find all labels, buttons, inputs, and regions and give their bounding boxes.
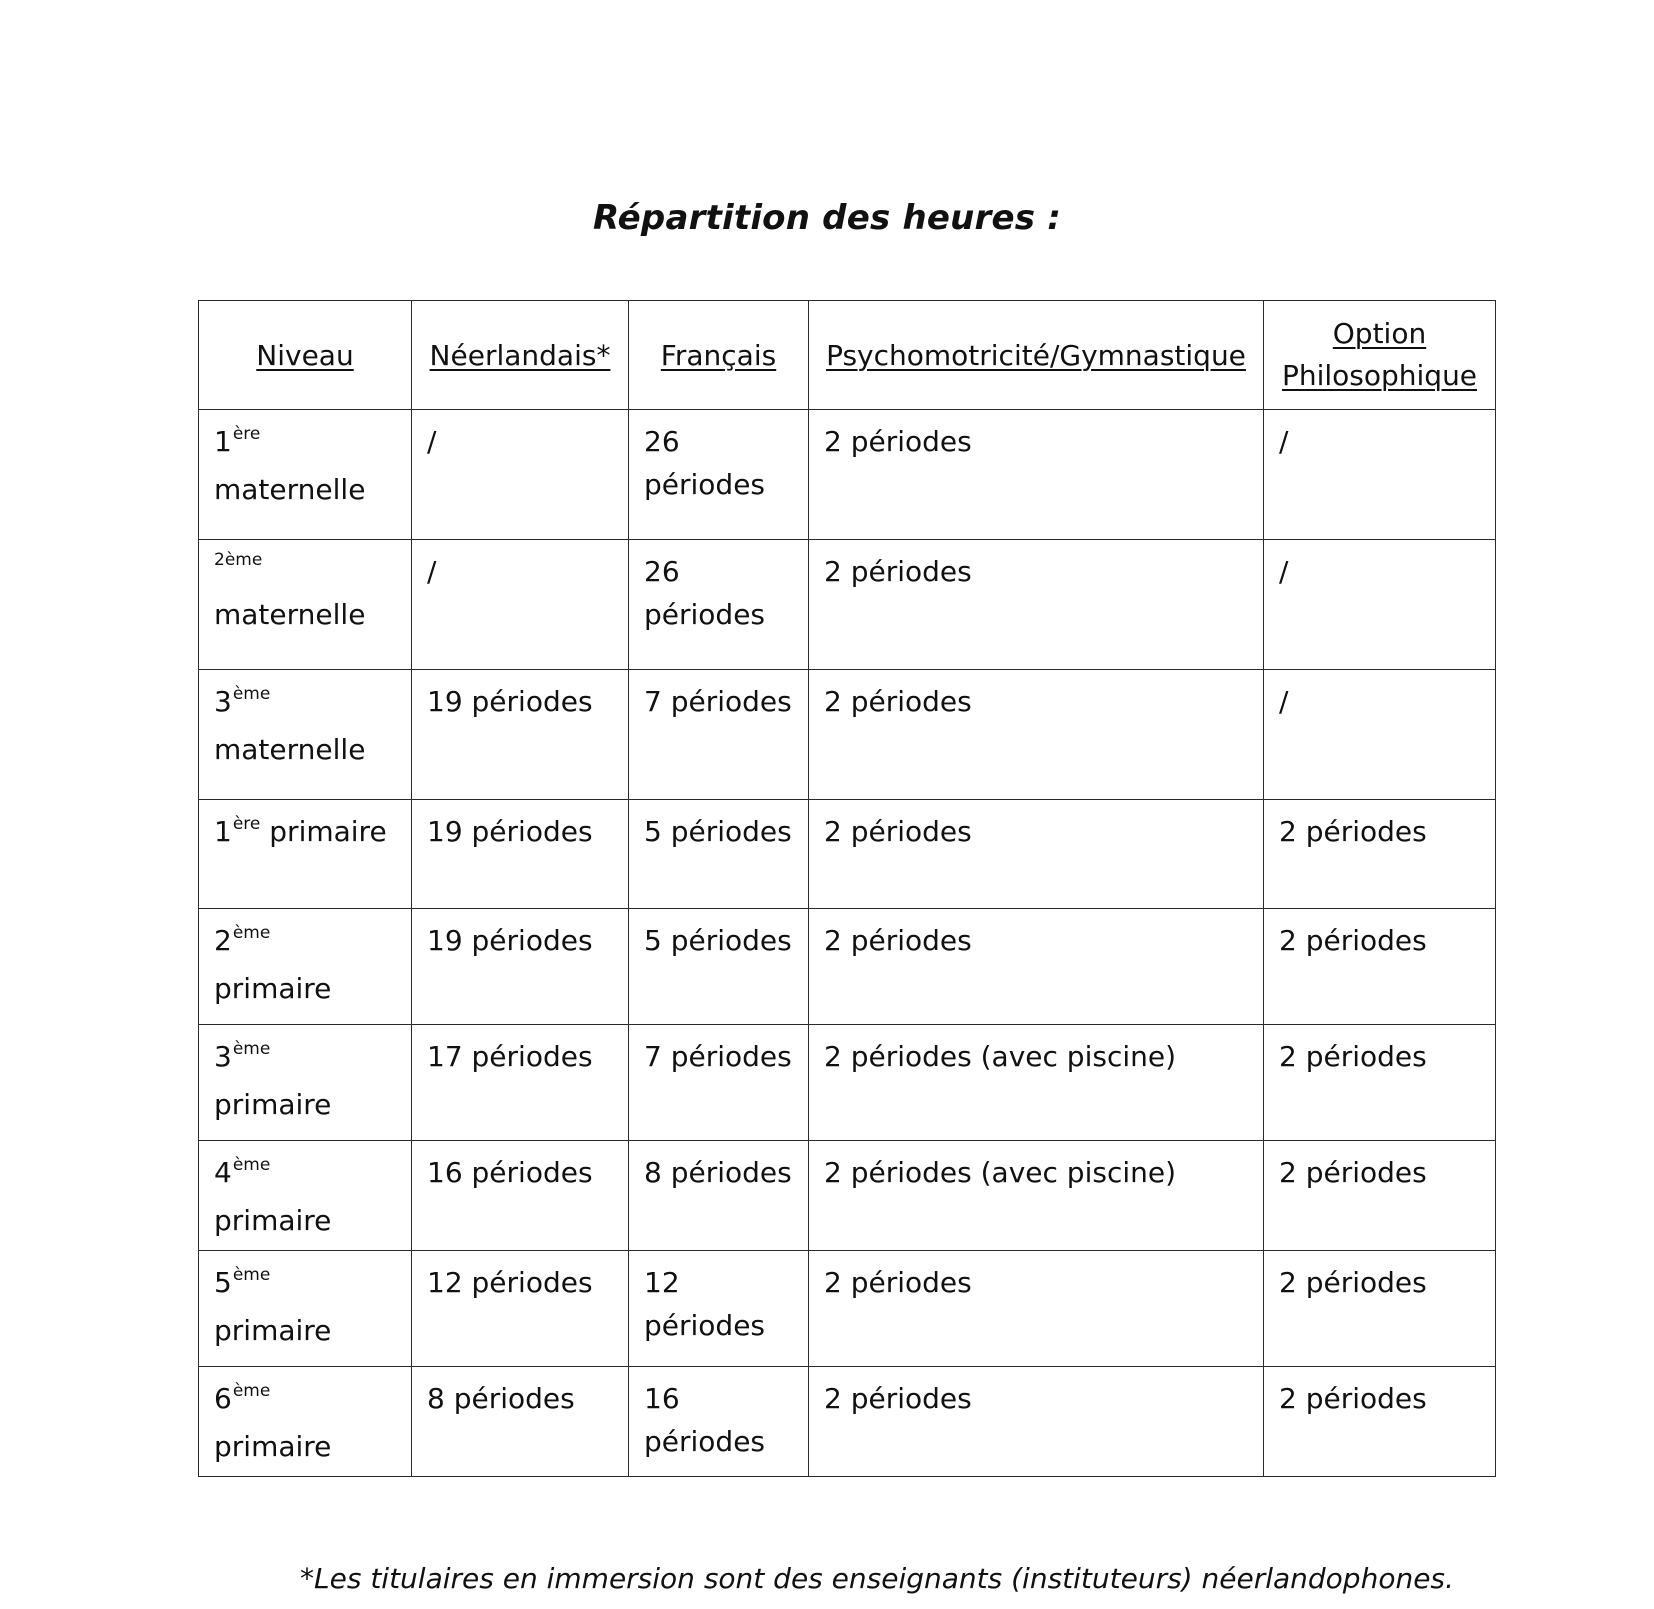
level-number: 3: [214, 685, 232, 718]
cell-neerlandais: 8 périodes: [412, 1367, 629, 1477]
cell-neerlandais: /: [412, 540, 629, 670]
level-name: primaire: [269, 815, 387, 848]
cell-francais: 16 périodes: [629, 1367, 809, 1477]
cell-neerlandais: 19 périodes: [412, 909, 629, 1025]
table-row: [199, 410, 1496, 540]
level-number: 3: [214, 1040, 232, 1073]
level-name: primaire: [214, 1088, 332, 1121]
level-number: 5: [214, 1266, 232, 1299]
cell-psychomotricite: 2 périodes: [809, 909, 1264, 1025]
cell-neerlandais: 17 périodes: [412, 1025, 629, 1141]
level-ordinal-suffix: ème: [232, 684, 271, 704]
cell-niveau: [199, 410, 412, 540]
cell-neerlandais: 12 périodes: [412, 1251, 629, 1367]
level-name: primaire: [214, 972, 332, 1005]
level-name: primaire: [214, 1430, 332, 1463]
cell-option: /: [1264, 670, 1496, 800]
header-niveau: Niveau: [199, 301, 412, 410]
cell-option: 2 périodes: [1264, 1367, 1496, 1477]
level-name: maternelle: [214, 733, 366, 766]
table-row: [199, 1025, 1496, 1141]
cell-francais: 26 périodes: [629, 540, 809, 670]
cell-psychomotricite: 2 périodes: [809, 540, 1264, 670]
cell-option: 2 périodes: [1264, 1251, 1496, 1367]
cell-neerlandais: 19 périodes: [412, 670, 629, 800]
cell-option: 2 périodes: [1264, 1141, 1496, 1251]
footnote: *Les titulaires en immersion sont des enseignants (instituteurs) néerlandophones.: [300, 1562, 1454, 1595]
cell-psychomotricite: 2 périodes: [809, 410, 1264, 540]
level-number: 6: [214, 1382, 232, 1415]
cell-francais: 8 périodes: [629, 1141, 809, 1251]
level-name: maternelle: [214, 598, 366, 631]
header-francais: Français: [629, 301, 809, 410]
level-ordinal-suffix: ème: [232, 1155, 271, 1175]
table-row: [199, 1367, 1496, 1477]
table-row: [199, 1251, 1496, 1367]
cell-option: 2 périodes: [1264, 909, 1496, 1025]
cell-psychomotricite: 2 périodes: [809, 1251, 1264, 1367]
level-name: primaire: [214, 1314, 332, 1347]
cell-niveau: [199, 800, 412, 909]
header-option-line1: Option: [1332, 317, 1427, 350]
cell-niveau: [199, 670, 412, 800]
header-option-philosophique: [1264, 301, 1496, 410]
header-psychomotricite: Psychomotricité/Gymnastique: [809, 301, 1264, 410]
table-row: [199, 1141, 1496, 1251]
table-header-row: [199, 301, 1496, 410]
cell-psychomotricite: 2 périodes (avec piscine): [809, 1025, 1264, 1141]
cell-psychomotricite: 2 périodes: [809, 1367, 1264, 1477]
level-number: 1: [214, 815, 232, 848]
level-ordinal-suffix: ème: [232, 923, 271, 943]
level-number: 2: [214, 924, 232, 957]
cell-francais: 7 périodes: [629, 670, 809, 800]
table-row: [199, 909, 1496, 1025]
cell-neerlandais: 16 périodes: [412, 1141, 629, 1251]
cell-niveau: [199, 1025, 412, 1141]
level-name: maternelle: [214, 473, 366, 506]
cell-francais: 7 périodes: [629, 1025, 809, 1141]
cell-niveau: [199, 1367, 412, 1477]
cell-niveau: [199, 909, 412, 1025]
level-ordinal-suffix: ème: [232, 1265, 271, 1285]
cell-psychomotricite: 2 périodes: [809, 800, 1264, 909]
cell-francais: 5 périodes: [629, 909, 809, 1025]
table-row: [199, 800, 1496, 909]
cell-psychomotricite: 2 périodes (avec piscine): [809, 1141, 1264, 1251]
level-number: 4: [214, 1156, 232, 1189]
cell-francais: 26 périodes: [629, 410, 809, 540]
cell-niveau: [199, 540, 412, 670]
cell-neerlandais: /: [412, 410, 629, 540]
cell-option: /: [1264, 540, 1496, 670]
header-option-line2: Philosophique: [1281, 359, 1478, 392]
cell-niveau: [199, 1141, 412, 1251]
page-title: Répartition des heures :: [592, 198, 1062, 238]
level-ordinal-suffix: ème: [232, 1039, 271, 1059]
level-ordinal-suffix: 2ème: [214, 550, 263, 570]
cell-option: /: [1264, 410, 1496, 540]
level-ordinal-suffix: ère: [232, 814, 261, 834]
level-ordinal-suffix: ère: [232, 424, 261, 444]
cell-psychomotricite: 2 périodes: [809, 670, 1264, 800]
table-row: [199, 670, 1496, 800]
cell-neerlandais: 19 périodes: [412, 800, 629, 909]
table-row: [199, 540, 1496, 670]
hours-table: [198, 300, 1496, 1477]
cell-option: 2 périodes: [1264, 800, 1496, 909]
level-name: primaire: [214, 1204, 332, 1237]
header-neerlandais: Néerlandais*: [412, 301, 629, 410]
level-ordinal-suffix: ème: [232, 1381, 271, 1401]
cell-francais: 12 périodes: [629, 1251, 809, 1367]
level-number: 1: [214, 425, 232, 458]
cell-option: 2 périodes: [1264, 1025, 1496, 1141]
cell-niveau: [199, 1251, 412, 1367]
cell-francais: 5 périodes: [629, 800, 809, 909]
